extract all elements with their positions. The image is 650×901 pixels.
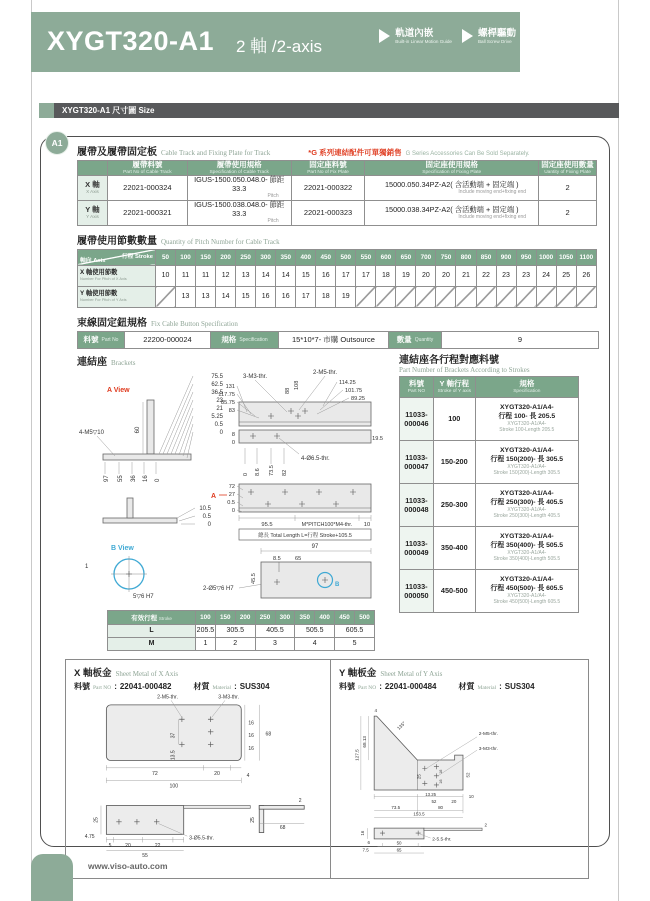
- dim-label: 73.5: [391, 804, 401, 810]
- cable-track-section: [77, 143, 609, 226]
- col-header: 固定座使用規格 Specification of Fixing Plate: [365, 161, 539, 176]
- b-marker-label: B: [335, 581, 340, 588]
- note-zh: *G 系列連結配件可單獨銷售: [308, 148, 402, 157]
- size-section-bar: [39, 103, 619, 118]
- flange-shape: [106, 805, 250, 834]
- dim-label: 55: [142, 852, 148, 858]
- dim-label: 0: [207, 521, 211, 528]
- dim-label: 16: [248, 720, 254, 727]
- dimension-lines: [177, 508, 195, 524]
- dim-label: 8.6: [255, 468, 261, 476]
- table-row: 11033-000046 100 XYGT320-A1/A4- 行程 100- 長 205.5 XYGT320-A1/A4- Stroke 100-Length 205.5: [400, 397, 579, 440]
- dim-label: 16: [439, 769, 444, 774]
- track-spec: IGUS-1500.050.048.0- 節距 33.3 Pitch: [187, 175, 291, 200]
- dim-label: 127.5: [354, 749, 360, 761]
- dim-label: 16: [248, 733, 254, 740]
- dim-label: 5▽6 H7: [133, 593, 154, 600]
- stroke-header: 1100: [576, 249, 596, 265]
- stroke-header: 650: [396, 249, 416, 265]
- stroke-header: 150: [196, 249, 216, 265]
- fix-qty: 2: [539, 175, 597, 200]
- dim-label: 36.5: [211, 389, 223, 396]
- sheet-x-part-row: 料號 Part NO : 22041-000482 材質 Material : SUS304: [74, 681, 270, 691]
- sheet-x-drawing: [74, 692, 306, 858]
- col-header: Y 軸行程 Stroke of Y axis: [433, 376, 475, 397]
- dim-label: 68: [265, 731, 272, 738]
- dim-label: 89.25: [351, 395, 365, 402]
- title-en: Sheet Metal of Y Axis: [380, 669, 443, 678]
- col-header: 固定座料號 Part No of Fix Plate: [291, 161, 365, 176]
- page-guide-right: [618, 0, 619, 901]
- spec-cell: 15*10*7- 市購 Outsource: [279, 332, 389, 348]
- dim-label: 0: [231, 507, 235, 514]
- dim-label: 88: [285, 387, 291, 394]
- dim-label: 2-Ø5▽6 H7: [203, 585, 234, 592]
- dim-label: 72: [228, 483, 235, 490]
- dim-label: 13.25: [425, 791, 436, 797]
- cable-track-title: [77, 143, 609, 158]
- dim-label: 117.75: [218, 391, 235, 398]
- feature-linear-guide: [379, 28, 452, 45]
- title-zh: X 軸板金: [74, 667, 112, 679]
- stroke-header: 200: [216, 249, 236, 265]
- dim-label: 27: [228, 491, 235, 498]
- row-label: Y 軸使用節數 Number For Pitch of Y Axis: [78, 286, 156, 307]
- title-zh: 履帶使用節數數量: [77, 235, 157, 247]
- dim-label: 25: [93, 817, 100, 823]
- dim-label: 0.5: [202, 513, 211, 520]
- pitch-qty-table: [77, 249, 597, 308]
- table-row: [78, 200, 597, 225]
- dim-label: 2-M5-thr.: [312, 369, 338, 376]
- dim-label: 45.5: [251, 573, 257, 584]
- dim-label: 62.5: [211, 381, 223, 388]
- cable-button-spec-row: [77, 331, 599, 349]
- bracket-drawing: [77, 368, 383, 600]
- col-header: 固定座使用數量 Uantity of Fixing Plate: [539, 161, 597, 176]
- dim-label: 0: [219, 429, 223, 436]
- dim-label: 23: [216, 397, 223, 404]
- title-en: Part Number of Brackets According to Strokes: [399, 365, 530, 374]
- pitch-qty-section: [77, 232, 609, 308]
- dim-label: 10: [468, 794, 474, 800]
- cable-button-section: [77, 314, 609, 349]
- dim-label: 72: [152, 770, 158, 777]
- section-a-label: A: [211, 492, 217, 500]
- dim-label: 20: [125, 842, 131, 849]
- fix-part-no: 22021-000322: [291, 175, 365, 200]
- long-plate-shape: [239, 484, 371, 512]
- stroke-header: 1050: [556, 249, 576, 265]
- brackets-drawings: [77, 351, 393, 651]
- dim-label: 16: [360, 830, 366, 836]
- dim-label: 20: [451, 799, 457, 805]
- dim-label: 2-5.5-thr.: [432, 837, 452, 843]
- dim-label: 135°: [396, 720, 407, 731]
- dim-label: 3-M3-thr.: [242, 373, 268, 380]
- track-part-no: 22021-000324: [107, 175, 187, 200]
- dim-label: 5.25: [211, 413, 223, 420]
- dim-label: 82: [282, 469, 288, 476]
- title-zh: 連結座各行程對應料號: [399, 354, 499, 366]
- track-spec: IGUS-1500.038.048.0- 節距 33.3 Pitch: [187, 200, 291, 225]
- dim-label: 25: [416, 774, 422, 780]
- axis-cell: X 軸 X Axis: [78, 175, 108, 200]
- dim-label: 10: [363, 521, 371, 528]
- dim-label: 22: [154, 842, 161, 849]
- dim-label: 3-M3-thr.: [218, 694, 240, 701]
- dim-label: 4-Ø6.5-thr.: [301, 455, 330, 462]
- header-blank: [78, 161, 108, 176]
- dim-label: 0: [243, 472, 249, 476]
- dim-label: 1: [85, 563, 89, 570]
- bracket-parts-title: [399, 351, 595, 374]
- sheet-x-title: [74, 665, 322, 679]
- dim-label: 16: [439, 779, 444, 784]
- dim-label: 10.5: [199, 505, 211, 512]
- dim-label: 8.5: [273, 555, 281, 562]
- feature-en: Ball Screw Drive: [477, 39, 512, 45]
- part-no-cell: 22200-000024: [125, 332, 211, 348]
- dim-label: 0: [155, 478, 161, 482]
- page-guide-left: [31, 0, 32, 901]
- dim-label: 65: [396, 847, 402, 853]
- green-square-icon: [39, 103, 54, 118]
- sheet-metal-box: [65, 659, 589, 879]
- pitch-qty-title: [77, 232, 609, 247]
- col-header: 料號 Part NO: [400, 376, 434, 397]
- bracket-parts: [399, 351, 595, 651]
- arrow-icon: [462, 29, 473, 43]
- dim-label: 75.5: [211, 373, 223, 380]
- dim-label: 20: [214, 770, 220, 777]
- y-pitch-row: Y 軸使用節數 Number For Pitch of Y Axis 13 13 14 15 16 16 17 18 19: [78, 286, 597, 307]
- row-label: X 軸使用節數 Number For Pitch of X Axis: [78, 265, 156, 286]
- a1-badge: A1: [45, 131, 69, 155]
- dim-label: 0.5: [227, 499, 235, 506]
- arrow-icon: [379, 29, 390, 43]
- sheet-y-title: [339, 665, 580, 679]
- holed-plate-shape: [261, 562, 371, 598]
- dim-label: 85.75: [221, 399, 235, 406]
- qty-cell: 9: [517, 335, 523, 345]
- dim-label: 36: [131, 475, 137, 482]
- table-row: [78, 175, 597, 200]
- table-row: 11033-000050 450-500 XYGT320-A1/A4- 行程 450(500)- 長 605.5 XYGT320-A1/A4- Stroke 450(500)-Length 605.5: [400, 569, 579, 612]
- table-row: 11033-000048 250-300 XYGT320-A1/A4- 行程 250(300)- 長 405.5 XYGT320-A1/A4- Stroke 250(300)-Length 405.5: [400, 483, 579, 526]
- title-en: Quantity of Pitch Number for Cable Track: [161, 237, 280, 246]
- dim-label: 50: [396, 840, 402, 846]
- dim-label: 0.5: [214, 421, 223, 428]
- title-en: Sheet Metal of X Axis: [115, 669, 179, 678]
- dim-label: 52: [465, 772, 471, 778]
- dim-label: 68.13: [361, 735, 367, 748]
- stroke-header: 950: [516, 249, 536, 265]
- b-view-shape: [111, 556, 147, 592]
- label-cell: 數量 Quantity: [389, 332, 442, 348]
- dim-label: 4: [374, 707, 378, 713]
- dim-label: 80: [438, 804, 444, 810]
- dim-label: 65: [295, 555, 302, 562]
- stroke-header: 750: [436, 249, 456, 265]
- title-zh: 連結座: [77, 356, 107, 368]
- sheet-y-drawing: [339, 692, 577, 858]
- part-no: 22041-000482: [119, 681, 172, 691]
- brackets-title: [77, 353, 393, 368]
- dim-label: 4.75: [84, 833, 95, 840]
- col-header: 規格 Specification: [475, 376, 578, 397]
- dim-label: 101.75: [345, 387, 363, 394]
- dimension-sheet: [40, 136, 610, 858]
- dim-label: 16: [248, 745, 254, 752]
- dim-label: 114.25: [339, 379, 356, 386]
- stroke-header: 400: [296, 249, 316, 265]
- b-view-label: B View: [111, 544, 134, 552]
- dim-label: 16: [143, 475, 149, 482]
- dim-label: 55: [118, 475, 124, 482]
- track-part-no: 22021-000321: [107, 200, 187, 225]
- product-model: XYGT320-A1: [47, 26, 215, 56]
- part-no: 22041-000484: [384, 681, 437, 691]
- dim-label: 6: [367, 839, 371, 845]
- sheet-metal-x: [66, 660, 330, 878]
- col-header: 履帶料號 Part No of Cable Track: [107, 161, 187, 176]
- dim-label: 95.5: [261, 521, 273, 528]
- total-length-label: 總長 Total Length L=行程 Stroke+105.5: [258, 532, 352, 539]
- dim-label: 0: [231, 439, 235, 446]
- brackets-area: [77, 351, 609, 651]
- stroke-header: 900: [496, 249, 516, 265]
- length-row: L 205.5 305.5 405.5 505.5 605.5: [108, 624, 375, 637]
- dim-label: 2-M5-thr.: [157, 694, 178, 701]
- dim-label: 3-M3-thr.: [478, 746, 498, 752]
- dim-label: 2: [298, 797, 302, 804]
- label-cell: 料號 Part No: [78, 332, 125, 348]
- dim-label: 2-M5-thr.: [478, 732, 498, 738]
- dim-label: 97: [311, 543, 319, 550]
- fix-spec: 15000.050.34PZ-A2( 含活動端 + 固定端 ) Include moving end+fixing end: [365, 175, 539, 200]
- dim-label: 37: [170, 732, 177, 739]
- stroke-header: 50: [156, 249, 176, 265]
- title-en: Brackets: [111, 358, 136, 367]
- dim-label: 13.5: [170, 750, 177, 760]
- effective-stroke-table: 有效行程 Stroke 100 150 200 250 300 350 400 450 500 L 205.5 305.5 405.5 505.5 605.5 M 1 2 3 4 5: [107, 610, 375, 651]
- feature-list: [379, 28, 516, 45]
- dim-label: M*PITCH100*M4-thr.: [301, 521, 353, 528]
- dim-label: 52: [431, 799, 437, 805]
- fix-qty: 2: [539, 200, 597, 225]
- stroke-header: 600: [376, 249, 396, 265]
- dim-label: 2: [484, 822, 488, 828]
- feature-ball-screw: [462, 28, 516, 45]
- dim-label: 108: [294, 380, 300, 390]
- dim-label: 21: [216, 405, 223, 412]
- header-band: [31, 12, 520, 72]
- sheet-y-part-row: 料號 Part NO : 22041-000484 材質 Material : SUS304: [339, 681, 535, 691]
- table-row: 11033-000049 350-400 XYGT320-A1/A4- 行程 350(400)- 長 505.5 XYGT320-A1/A4- Stroke 350(400)-Length 505.5: [400, 526, 579, 569]
- dim-label: 73.5: [269, 465, 275, 476]
- dim-label: 153.5: [413, 811, 425, 817]
- dim-label: 131: [225, 383, 235, 390]
- stroke-header: 100: [176, 249, 196, 265]
- feature-zh: 螺桿驅動: [477, 28, 516, 39]
- dim-label: 4-M5▽10: [79, 429, 104, 436]
- m-row: M 1 2 3 4 5: [108, 637, 375, 650]
- fix-spec: 15000.038.34PZ-A2( 含活動端 + 固定端 ) Include moving end+fixing end: [365, 200, 539, 225]
- cable-button-title: [77, 314, 609, 329]
- dim-label: 8: [231, 431, 235, 438]
- label-cell: 規格 Specification: [211, 332, 279, 348]
- axis-cell: Y 軸 Y Axis: [78, 200, 108, 225]
- a-view-label: A View: [107, 386, 130, 394]
- cable-track-table: [77, 160, 597, 226]
- stroke-header: 250: [236, 249, 256, 265]
- stroke-header: 450: [316, 249, 336, 265]
- title-en: Fix Cable Button Specification: [151, 319, 238, 328]
- fix-part-no: 22021-000323: [291, 200, 365, 225]
- material: SUS304: [504, 681, 535, 691]
- dim-label: 4: [246, 772, 250, 779]
- dim-label: 100: [169, 783, 179, 790]
- stroke-header: 1000: [536, 249, 556, 265]
- x-pitch-row: X 軸使用節數 Number For Pitch of X Axis 10 11 11 12 13 14 14 15 16 17 17 18 19 20 20 21 22 23 23 24 25 26: [78, 265, 597, 286]
- col-header: 履帶使用規格 Specification of Cable Track: [187, 161, 291, 176]
- stroke-header: 850: [476, 249, 496, 265]
- dim-label: 19.5: [372, 435, 383, 442]
- stroke-header: 550: [356, 249, 376, 265]
- size-bar-title: XYGT320-A1 尺寸圖 Size: [62, 106, 155, 115]
- feature-en: Built-in Linear Motion Guide: [395, 39, 452, 45]
- dim-label: 68: [279, 824, 286, 831]
- stroke-label: 有效行程 Stroke: [108, 610, 196, 624]
- stroke-header: 300: [256, 249, 276, 265]
- footer-logo-block: [31, 854, 73, 901]
- axes-label: 2 軸 /2-axis: [236, 37, 322, 56]
- website-url: www.viso-auto.com: [88, 861, 168, 871]
- title-zh: 束線固定鈕規格: [77, 317, 147, 329]
- dim-label: 3-Ø5.5-thr.: [189, 835, 214, 842]
- title-zh: Y 軸板金: [339, 667, 377, 679]
- dim-label: 25: [249, 817, 256, 823]
- material: SUS304: [239, 681, 270, 691]
- a-view-shape: [103, 400, 191, 460]
- corner-header: 行程 Stroke 軸向 Axis: [78, 249, 156, 265]
- stroke-header: 500: [336, 249, 356, 265]
- title-zh: 履帶及履帶固定板: [77, 147, 157, 158]
- dim-label: 60: [135, 426, 141, 434]
- sheet-metal-y: [330, 660, 588, 878]
- stroke-header: 350: [276, 249, 296, 265]
- bracket-parts-table: [399, 376, 579, 613]
- feature-zh: 軌道內嵌: [395, 28, 434, 39]
- stroke-header: 800: [456, 249, 476, 265]
- title-en: Cable Track and Fixing Plate for Track: [161, 149, 271, 157]
- table-row: 11033-000047 150-200 XYGT320-A1/A4- 行程 150(200)- 長 305.5 XYGT320-A1/A4- Stroke 150(200)-Length 305.5: [400, 440, 579, 483]
- dim-label: 97: [104, 475, 110, 482]
- dim-label: 5: [108, 842, 112, 849]
- note-en: G Series Accessories Can Be Sold Separately.: [405, 151, 530, 157]
- profile-shape: [103, 498, 177, 523]
- dim-label: 83: [228, 407, 235, 414]
- dim-label: 7.5: [362, 847, 369, 853]
- stroke-header: 700: [416, 249, 436, 265]
